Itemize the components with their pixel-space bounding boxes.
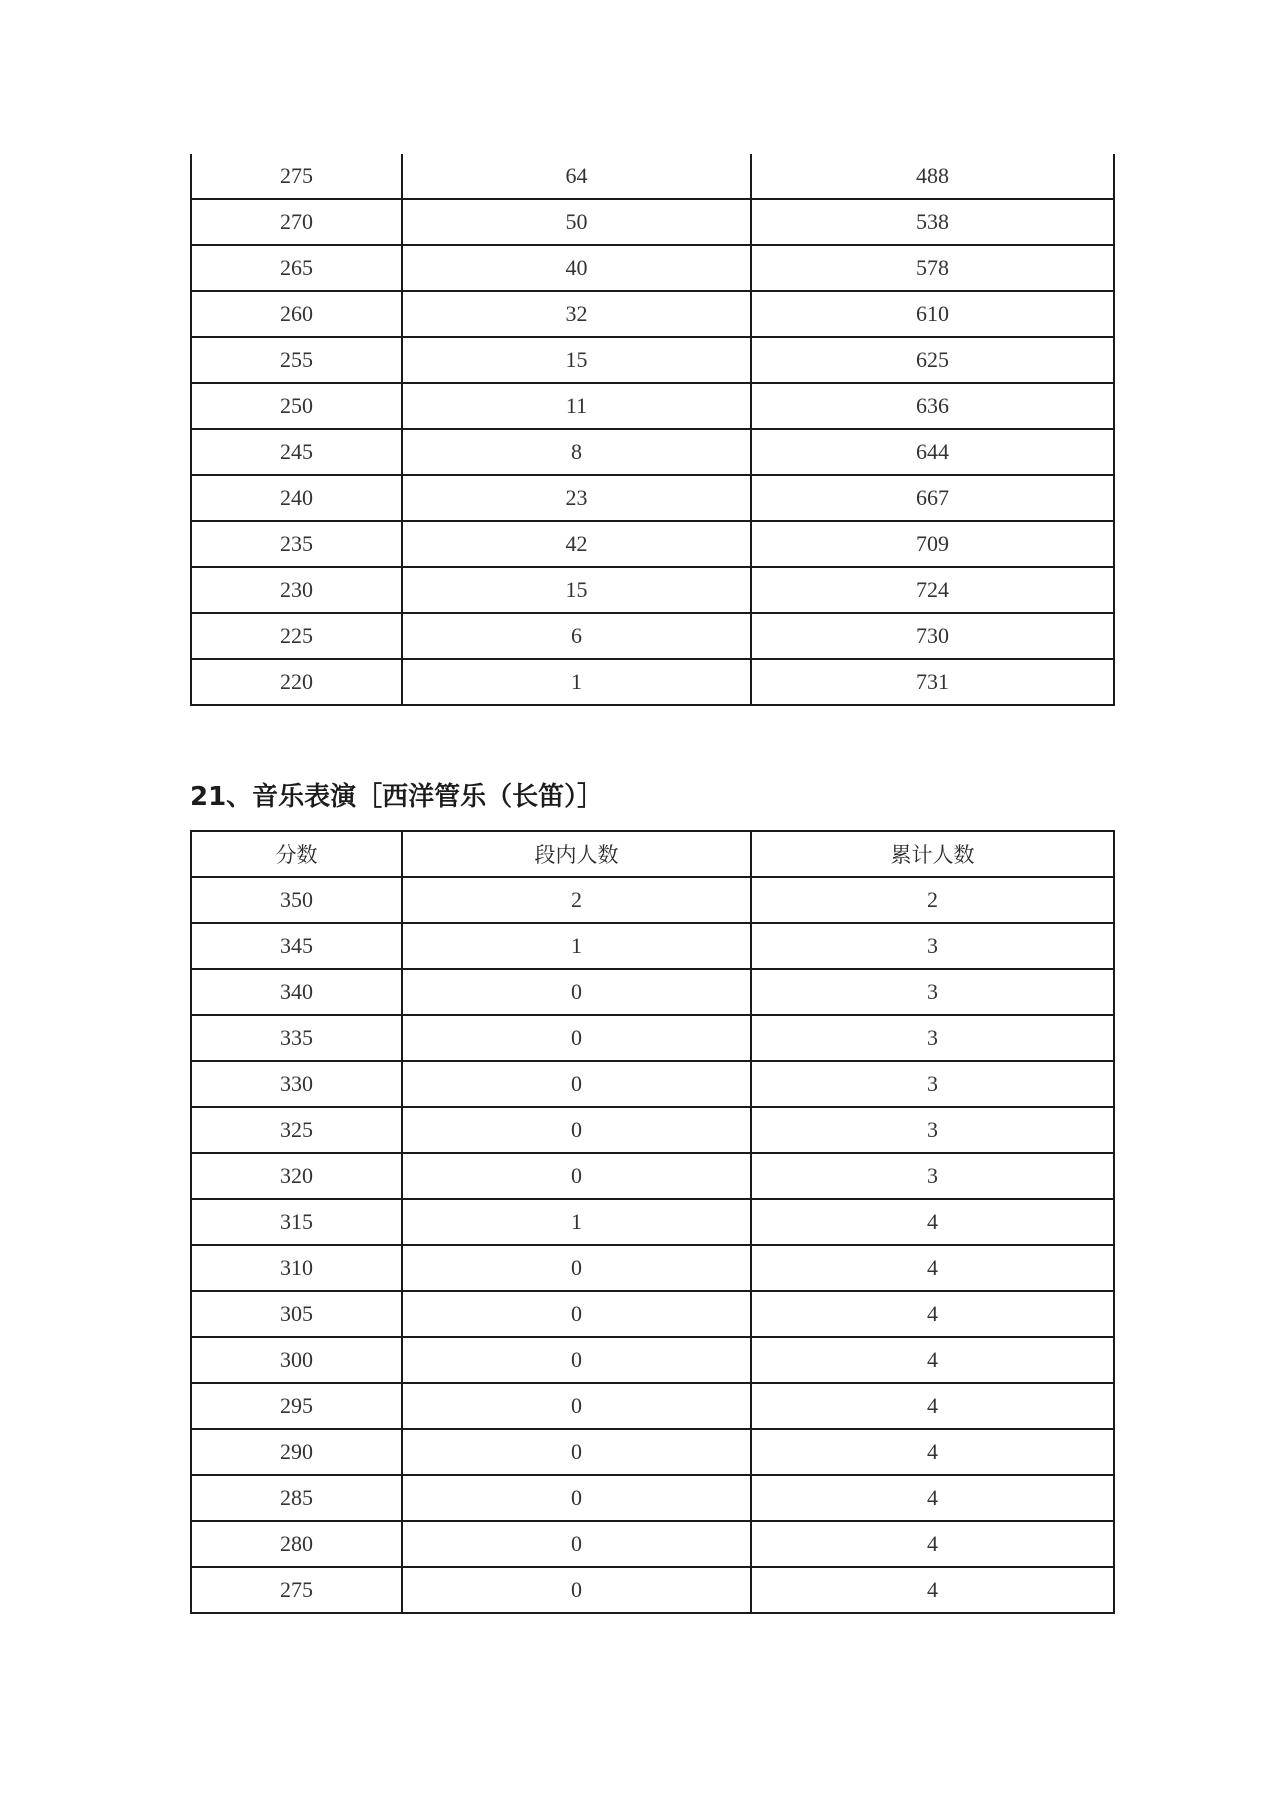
score-cell: 280 <box>191 1521 402 1567</box>
column-header-cumulative-count: 累计人数 <box>751 831 1114 877</box>
score-cell: 290 <box>191 1429 402 1475</box>
table-row <box>191 1199 1114 1245</box>
table-row <box>191 337 1114 383</box>
table-row <box>191 1475 1114 1521</box>
column-header-score: 分数 <box>191 831 402 877</box>
cumulative-count-cell: 4 <box>751 1475 1114 1521</box>
cumulative-count-cell: 644 <box>751 429 1114 475</box>
table-row <box>191 1015 1114 1061</box>
segment-count-cell: 50 <box>402 199 751 245</box>
cumulative-count-cell: 610 <box>751 291 1114 337</box>
score-cell: 265 <box>191 245 402 291</box>
column-header-segment-count: 段内人数 <box>402 831 751 877</box>
segment-count-cell: 0 <box>402 1337 751 1383</box>
score-cell: 310 <box>191 1245 402 1291</box>
segment-count-cell: 64 <box>402 154 751 199</box>
table-row <box>191 475 1114 521</box>
cumulative-count-cell: 636 <box>751 383 1114 429</box>
score-cell: 225 <box>191 613 402 659</box>
cumulative-count-cell: 731 <box>751 659 1114 705</box>
table-row <box>191 429 1114 475</box>
table-row <box>191 1383 1114 1429</box>
table-row <box>191 1521 1114 1567</box>
table-row <box>191 1107 1114 1153</box>
score-cell: 275 <box>191 1567 402 1613</box>
score-distribution-table <box>190 830 1115 1614</box>
score-cell: 240 <box>191 475 402 521</box>
table-header <box>191 831 1114 877</box>
table-row <box>191 923 1114 969</box>
table-row <box>191 613 1114 659</box>
table-row <box>191 567 1114 613</box>
score-cell: 260 <box>191 291 402 337</box>
table-row <box>191 521 1114 567</box>
segment-count-cell: 6 <box>402 613 751 659</box>
cumulative-count-cell: 3 <box>751 923 1114 969</box>
table-body <box>191 154 1114 705</box>
score-cell: 250 <box>191 383 402 429</box>
cumulative-count-cell: 4 <box>751 1521 1114 1567</box>
table-row <box>191 969 1114 1015</box>
cumulative-count-cell: 3 <box>751 1015 1114 1061</box>
cumulative-count-cell: 578 <box>751 245 1114 291</box>
segment-count-cell: 23 <box>402 475 751 521</box>
segment-count-cell: 1 <box>402 923 751 969</box>
table-row <box>191 1429 1114 1475</box>
segment-count-cell: 40 <box>402 245 751 291</box>
table-row <box>191 1337 1114 1383</box>
score-cell: 270 <box>191 199 402 245</box>
table-row <box>191 1567 1114 1613</box>
cumulative-count-cell: 4 <box>751 1383 1114 1429</box>
score-cell: 315 <box>191 1199 402 1245</box>
segment-count-cell: 0 <box>402 1015 751 1061</box>
cumulative-count-cell: 709 <box>751 521 1114 567</box>
score-cell: 300 <box>191 1337 402 1383</box>
segment-count-cell: 1 <box>402 659 751 705</box>
score-cell: 245 <box>191 429 402 475</box>
segment-count-cell: 0 <box>402 1291 751 1337</box>
segment-count-cell: 0 <box>402 1475 751 1521</box>
score-cell: 220 <box>191 659 402 705</box>
score-cell: 325 <box>191 1107 402 1153</box>
segment-count-cell: 1 <box>402 1199 751 1245</box>
segment-count-cell: 0 <box>402 1061 751 1107</box>
score-cell: 305 <box>191 1291 402 1337</box>
score-cell: 295 <box>191 1383 402 1429</box>
segment-count-cell: 8 <box>402 429 751 475</box>
segment-count-cell: 42 <box>402 521 751 567</box>
table-row <box>191 291 1114 337</box>
border-gap <box>1080 727 1116 731</box>
table-row <box>191 1245 1114 1291</box>
segment-count-cell: 0 <box>402 1429 751 1475</box>
segment-count-cell: 11 <box>402 383 751 429</box>
cumulative-count-cell: 730 <box>751 613 1114 659</box>
segment-count-cell: 0 <box>402 1567 751 1613</box>
score-cell: 285 <box>191 1475 402 1521</box>
score-cell: 235 <box>191 521 402 567</box>
cumulative-count-cell: 538 <box>751 199 1114 245</box>
score-cell: 230 <box>191 567 402 613</box>
header-row <box>191 831 1114 877</box>
segment-count-cell: 0 <box>402 1383 751 1429</box>
table-row <box>191 659 1114 705</box>
cumulative-count-cell: 4 <box>751 1199 1114 1245</box>
score-cell: 255 <box>191 337 402 383</box>
table-row <box>191 877 1114 923</box>
cumulative-count-cell: 4 <box>751 1567 1114 1613</box>
score-cell: 350 <box>191 877 402 923</box>
table-row <box>191 199 1114 245</box>
segment-count-cell: 15 <box>402 567 751 613</box>
table-row <box>191 1153 1114 1199</box>
cumulative-count-cell: 667 <box>751 475 1114 521</box>
score-cell: 345 <box>191 923 402 969</box>
cumulative-count-cell: 4 <box>751 1429 1114 1475</box>
cumulative-count-cell: 2 <box>751 877 1114 923</box>
cumulative-count-cell: 625 <box>751 337 1114 383</box>
cumulative-count-cell: 4 <box>751 1245 1114 1291</box>
cumulative-count-cell: 4 <box>751 1337 1114 1383</box>
segment-count-cell: 32 <box>402 291 751 337</box>
score-cell: 335 <box>191 1015 402 1061</box>
cumulative-count-cell: 3 <box>751 969 1114 1015</box>
score-cell: 340 <box>191 969 402 1015</box>
segment-count-cell: 0 <box>402 969 751 1015</box>
section-heading: 21、音乐表演［西洋管乐（长笛）］ <box>190 782 604 812</box>
segment-count-cell: 0 <box>402 1521 751 1567</box>
cumulative-count-cell: 488 <box>751 154 1114 199</box>
cumulative-count-cell: 724 <box>751 567 1114 613</box>
table-row <box>191 1291 1114 1337</box>
segment-count-cell: 15 <box>402 337 751 383</box>
score-cell: 320 <box>191 1153 402 1199</box>
cumulative-count-cell: 3 <box>751 1107 1114 1153</box>
score-cell: 275 <box>191 154 402 199</box>
segment-count-cell: 0 <box>402 1107 751 1153</box>
table-row <box>191 154 1114 199</box>
score-cell: 330 <box>191 1061 402 1107</box>
table-row <box>191 383 1114 429</box>
cumulative-count-cell: 3 <box>751 1153 1114 1199</box>
cumulative-count-cell: 3 <box>751 1061 1114 1107</box>
segment-count-cell: 0 <box>402 1245 751 1291</box>
segment-count-cell: 2 <box>402 877 751 923</box>
cumulative-count-cell: 4 <box>751 1291 1114 1337</box>
table-row <box>191 1061 1114 1107</box>
table-body <box>191 877 1114 1613</box>
table-row <box>191 245 1114 291</box>
score-distribution-table-continued <box>190 154 1115 706</box>
segment-count-cell: 0 <box>402 1153 751 1199</box>
